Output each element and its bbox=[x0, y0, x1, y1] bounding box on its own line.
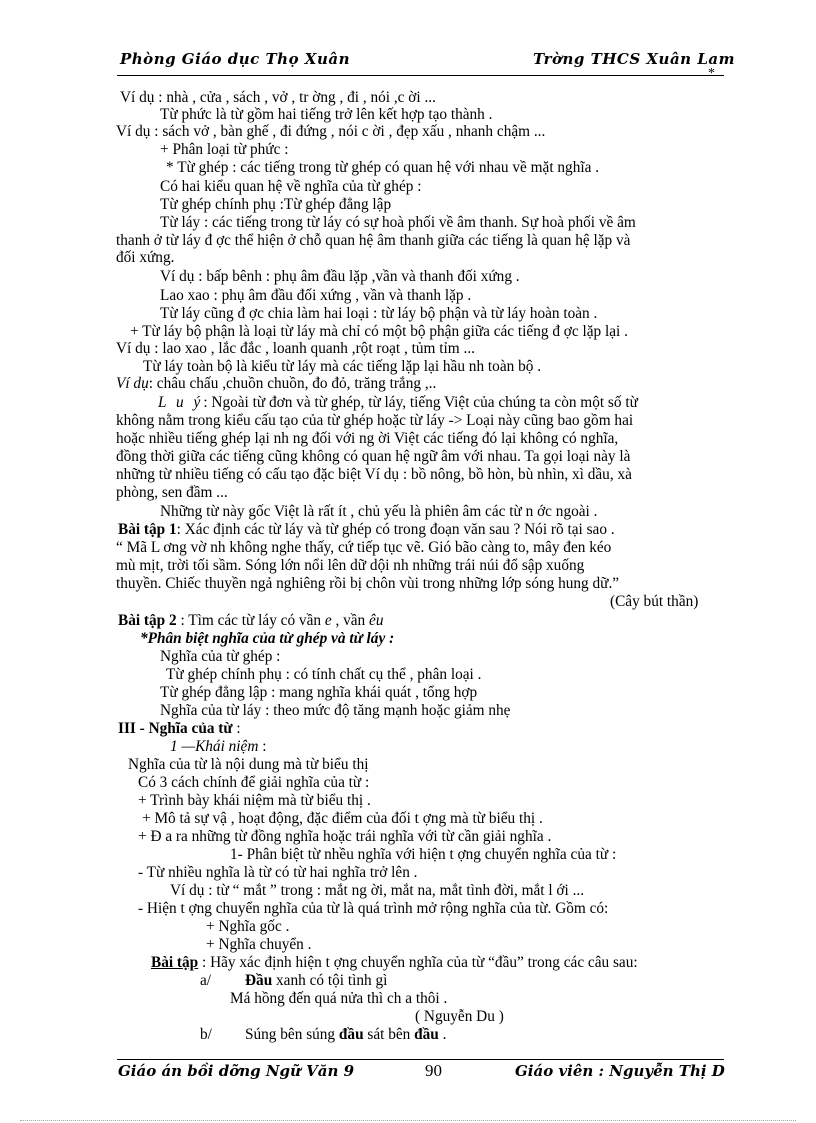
text-line: + Phân loại từ phức : bbox=[160, 141, 289, 158]
text-line: + Từ láy bộ phận là loại từ láy mà chỉ có một bộ phận giữa các tiếng đ ợc lặp lại . bbox=[130, 323, 628, 340]
footer-right-teacher: Giáo viên : Nguyễn Thị D bbox=[515, 1062, 725, 1080]
example-text: : châu chấu ,chuồn chuồn, đo đỏ, trăng trắng ,.. bbox=[148, 375, 437, 392]
text-line: Ví dụ : nhà , cửa , sách , vở , tr ờng , đi , nói ,c ời ... bbox=[120, 89, 436, 106]
exercise-1-text: : Xác định các từ láy và từ ghép có trong đoạn văn sau ? Nói rõ tại sao . bbox=[176, 521, 615, 538]
text-line: đối xứng. bbox=[116, 249, 175, 266]
text-line: * Từ ghép : các tiếng trong từ ghép có quan hệ với nhau về mặt nghĩa . bbox=[166, 159, 600, 176]
text-line: Lao xao : phụ âm đầu đối xứng , vần và thanh lặp . bbox=[160, 287, 472, 304]
text-line: (Cây bút thần) bbox=[610, 593, 699, 610]
text-line: Súng bên súng đầu sát bên đầu . bbox=[245, 1026, 447, 1043]
text-line: Từ láy toàn bộ là kiểu từ láy mà các tiếng lặp lại hầu nh toàn bộ . bbox=[143, 358, 542, 375]
text-line: Từ ghép đẳng lập : mang nghĩa khái quát , tổng hợp bbox=[160, 684, 478, 701]
text-line: Ví dụ : bấp bênh : phụ âm đầu lặp ,vần và thanh đối xứng . bbox=[160, 268, 520, 285]
text-line: Má hồng đến quá nửa thì ch a thôi . bbox=[230, 990, 448, 1007]
section-iii-heading: III - Nghĩa của từ bbox=[118, 720, 233, 737]
text-line: Nghĩa của từ ghép : bbox=[160, 648, 281, 665]
text-line: đồng thời giữa các tiếng cũng không có quan hệ ngữ âm với nhau. Ta gọi loại này là bbox=[116, 448, 631, 465]
text-line: + Đ a ra những từ đồng nghĩa hoặc trái nghĩa với từ cần giải nghĩa . bbox=[138, 828, 552, 845]
exercise-1-label: Bài tập 1 bbox=[118, 521, 177, 538]
text-line: - Từ nhiều nghĩa là từ có từ hai nghĩa trở lên . bbox=[138, 864, 418, 881]
text-line: Từ ghép chính phụ :Từ ghép đẳng lập bbox=[160, 196, 392, 213]
text-line: - Hiện t ợng chuyển nghĩa của từ là quá trình mở rộng nghĩa của từ. Gồm có: bbox=[138, 900, 609, 917]
text-line: những từ nhiều tiếng có cấu tạo đặc biệt Ví dụ : bồ nông, bồ hòn, bù nhìn, xì dầu, xà bbox=[116, 466, 632, 483]
text-line: Từ phức là từ gồm hai tiếng trở lên kết hợp tạo thành . bbox=[160, 106, 493, 123]
note-label: L u ý bbox=[158, 394, 204, 411]
text-line: Bài tập : Hãy xác định hiện t ợng chuyển nghĩa của từ “đầu” trong các câu sau: bbox=[151, 954, 638, 971]
text-line: hoặc nhiều tiếng ghép lại nh ng đối với ng ời Việt các tiếng đó lại không có nghĩa, bbox=[116, 430, 619, 447]
exercise-label: Bài tập bbox=[151, 954, 199, 971]
footer-rule bbox=[117, 1059, 724, 1060]
header-right-school-name: Trờng THCS Xuân Lam bbox=[533, 50, 735, 68]
text-line: Từ ghép chính phụ : có tính chất cụ thể , phân loại . bbox=[166, 666, 482, 683]
page-number: 90 bbox=[425, 1061, 442, 1080]
text-line: 1 —Khái niệm : bbox=[170, 738, 267, 755]
section-heading: *Phân biệt nghĩa của từ ghép và từ láy : bbox=[140, 630, 395, 647]
text-line: Ví dụ : sách vở , bàn ghế , đi đứng , nói c ời , đẹp xấu , nhanh chậm ... bbox=[116, 123, 546, 140]
text-line: thuyền. Chiếc thuyền ngả nghiêng rồi bị chôn vùi trong những lớp sóng hung dữ.” bbox=[116, 575, 620, 592]
note-text: : Ngoài từ đơn và từ ghép, từ láy, tiếng Việt của chúng ta còn một số từ bbox=[203, 394, 638, 411]
text-line: ( Nguyễn Du ) bbox=[415, 1008, 504, 1025]
text-line: Nghĩa của từ là nội dung mà từ biểu thị bbox=[128, 756, 369, 773]
header-left-school-office: Phòng Giáo dục Thọ Xuân bbox=[120, 50, 350, 68]
text-line: Ví dụ : từ “ mắt ” trong : mắt ng ời, mắt na, mắt tình đời, mắt l ới ... bbox=[170, 882, 585, 899]
text-line: Bài tập 2 : Tìm các từ láy có vần e , vần êu bbox=[118, 612, 384, 629]
text-line: + Nghĩa chuyển . bbox=[206, 936, 312, 953]
text-line bbox=[158, 394, 638, 411]
header-star: * bbox=[708, 66, 715, 81]
text-line bbox=[118, 521, 615, 538]
text-line: + Nghĩa gốc . bbox=[206, 918, 290, 935]
text-line: Đầu xanh có tội tình gì bbox=[245, 972, 388, 989]
text-line: phòng, sen đầm ... bbox=[116, 484, 228, 501]
text-line: Nghĩa của từ láy : theo mức độ tăng mạnh hoặc giảm nhẹ bbox=[160, 702, 511, 719]
text-line: a/ bbox=[200, 972, 212, 989]
text-line: “ Mã L ơng vờ nh không nghe thấy, cứ tiếp tục vẽ. Gió bão càng to, mây đen kéo bbox=[116, 539, 612, 556]
text-line: Có hai kiểu quan hệ về nghĩa của từ ghép : bbox=[160, 178, 422, 195]
text-line: + Mô tả sự vậ , hoạt động, đặc điểm của đối t ợng mà từ biểu thị . bbox=[142, 810, 543, 827]
text-line: + Trình bày khái niệm mà từ biểu thị . bbox=[138, 792, 371, 809]
text-line bbox=[116, 375, 436, 392]
exercise-2-label: Bài tập 2 bbox=[118, 612, 177, 629]
subsection-heading: 1 —Khái niệm bbox=[170, 738, 259, 755]
text-line: 1- Phân biệt từ nhều nghĩa với hiện t ợng chuyển nghĩa của từ : bbox=[230, 846, 617, 863]
page-bottom-border bbox=[20, 1120, 796, 1121]
text-line: Những từ này gốc Việt là rất ít , chủ yếu là phiên âm các từ n ớc ngoài . bbox=[160, 503, 598, 520]
text-line: III - Nghĩa của từ : bbox=[118, 720, 241, 737]
text-line: Từ láy : các tiếng trong từ láy có sự hoà phối về âm thanh. Sự hoà phối về âm bbox=[160, 214, 636, 231]
text-line: b/ bbox=[200, 1026, 212, 1043]
text-line: Ví dụ : lao xao , lắc đắc , loanh quanh ,rột roạt , tủm tỉm ... bbox=[116, 340, 475, 357]
footer-left-title: Giáo án bồi dỡng Ngữ Văn 9 bbox=[118, 1062, 355, 1080]
text-line: không nằm trong kiểu cấu tạo của từ ghép hoặc từ láy -> Loại này cũng bao gồm hai bbox=[116, 412, 634, 429]
example-label: Ví dụ bbox=[116, 375, 149, 392]
text-line: thanh ở từ láy đ ợc thể hiện ở chỗ quan hệ âm thanh giữa các tiếng là quan hệ lặp và bbox=[116, 232, 631, 249]
text-line: Từ láy cũng đ ợc chia làm hai loại : từ láy bộ phận và từ láy hoàn toàn . bbox=[160, 305, 598, 322]
text-line: mù mịt, trời tối sầm. Sóng lớn nổi lên dữ dội nh những trái núi đổ sập xuống bbox=[116, 557, 585, 574]
text-line: Có 3 cách chính để giải nghĩa của từ : bbox=[138, 774, 370, 791]
header-rule bbox=[117, 75, 724, 76]
